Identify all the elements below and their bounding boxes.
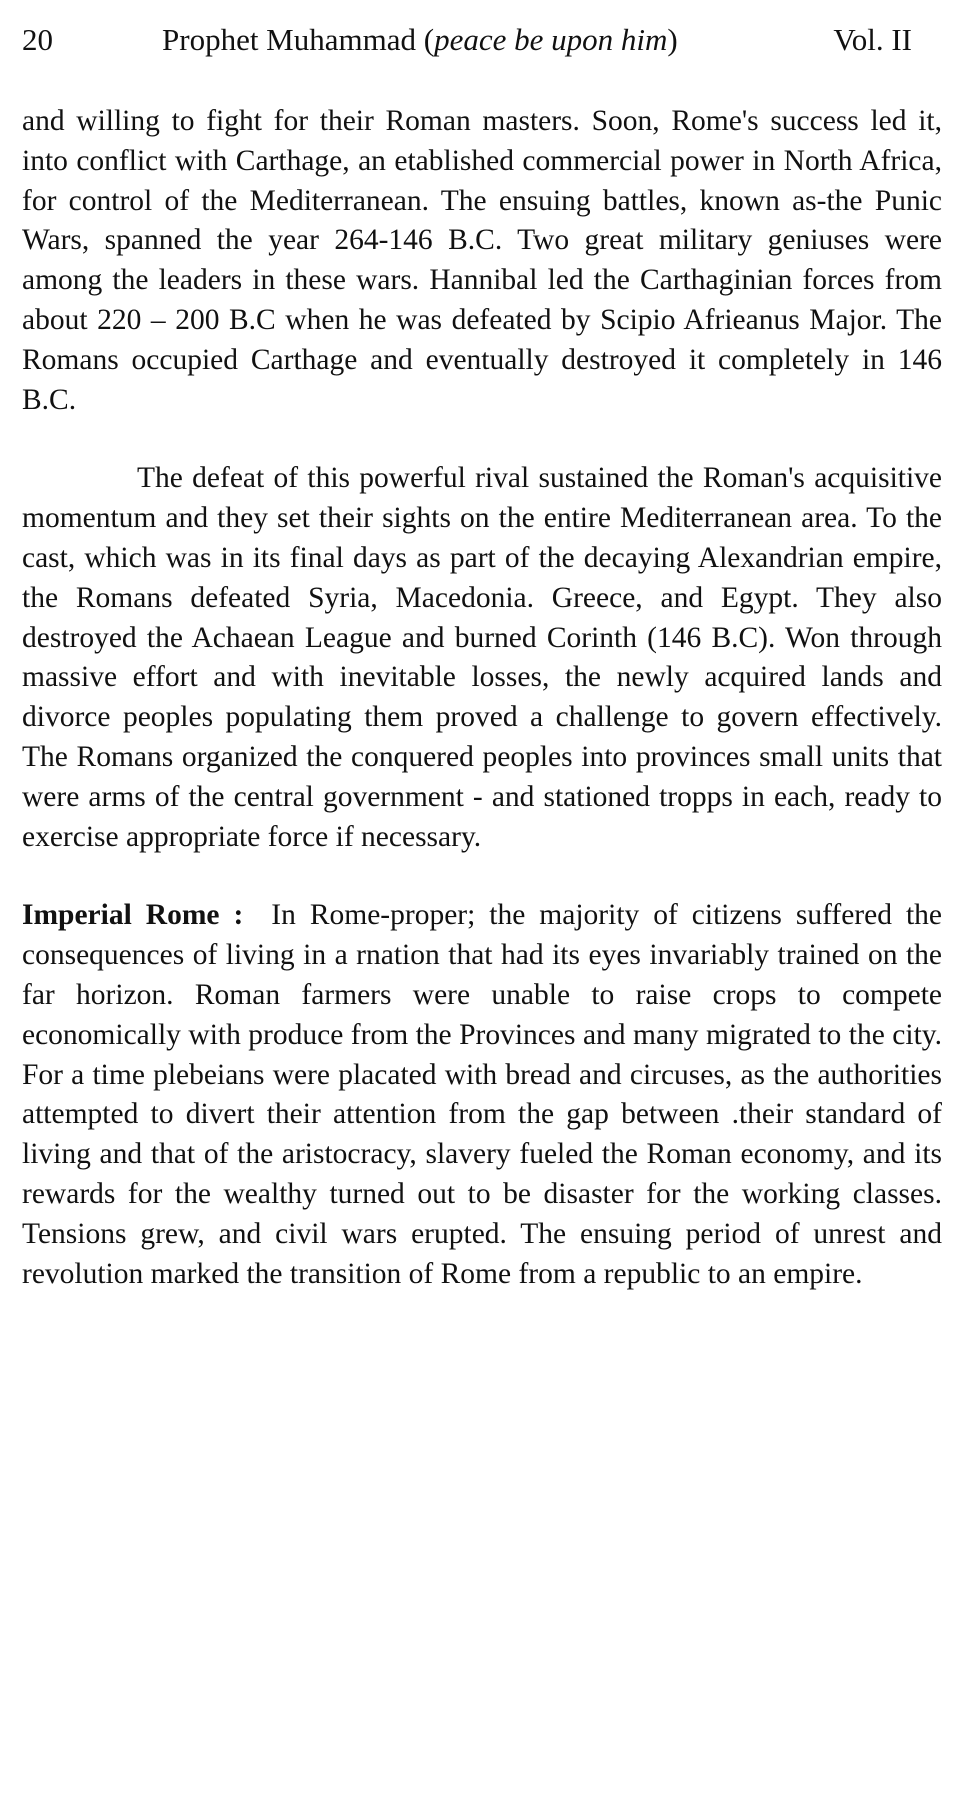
paragraph-imperial-rome [22,896,942,1294]
paragraph-punic-wars: and willing to fight for their Roman masters. Soon, Rome's success led it, into conflict with Carthage, an etablished commercial power in North Africa, for control of the Mediterranean. The ensuing battles, known as-the Punic Wars, spanned the year 264-146 B.C. Two great military geniuses were among the leaders in these wars. Hannibal led the Carthaginian forces from about 220 – 200 B.C when he was defeated by Scipio Afrieanus Major. The Romans occupied Carthage and eventually destroyed it completely in 146 B.C. [22,105,942,416]
book-title-prefix: Prophet Muhammad ( [162,22,435,57]
book-title [162,18,678,62]
section-heading: Imperial Rome : [22,899,244,932]
book-title-suffix: ) [667,22,678,57]
paragraph-roman-expansion: The defeat of this powerful rival sustained the Roman's acquisitive momentum and they set their sights on the entire Mediterranean area. To the cast, which was in its final days as part of the decaying Alexandrian empire, the Romans defeated Syria, Macedonia. Greece, and Egypt. They also destroyed the Achaean League and burned Corinth (146 B.C). Won through massive effort and with inevitable losses, the newly acquired lands and divorce peoples populating them proved a challenge to govern effectively. The Romans organized the conquered peoples into provinces small units that were arms of the central government - and stationed tropps in each, ready to exercise appropriate force if necessary. [22,462,942,853]
paragraph-imperial-rome-text: In Rome-proper; the majority of citizens suffered the consequences of living in a rnation that had its eyes invariably trained on the far horizon. Roman farmers were unable to raise crops to compete economically with produce from the Provinces and many migrated to the city. For a time plebeians were placated with bread and circuses, as the authorities attempted to divert their attention from the gap between .their standard of living and that of the aristocracy, slavery fueled the Roman economy, and its rewards for the wealthy turned out to be disaster for the working classes. Tensions grew, and civil wars erupted. The ensuing period of unrest and revolution marked the transition of Rome from a republic to an empire. [22,899,942,1290]
volume-label: Vol. II [833,22,912,57]
book-title-italic: peace be upon him [434,22,668,57]
running-head [22,18,942,62]
body-text [22,102,942,1294]
page-number: 20 [22,22,53,57]
